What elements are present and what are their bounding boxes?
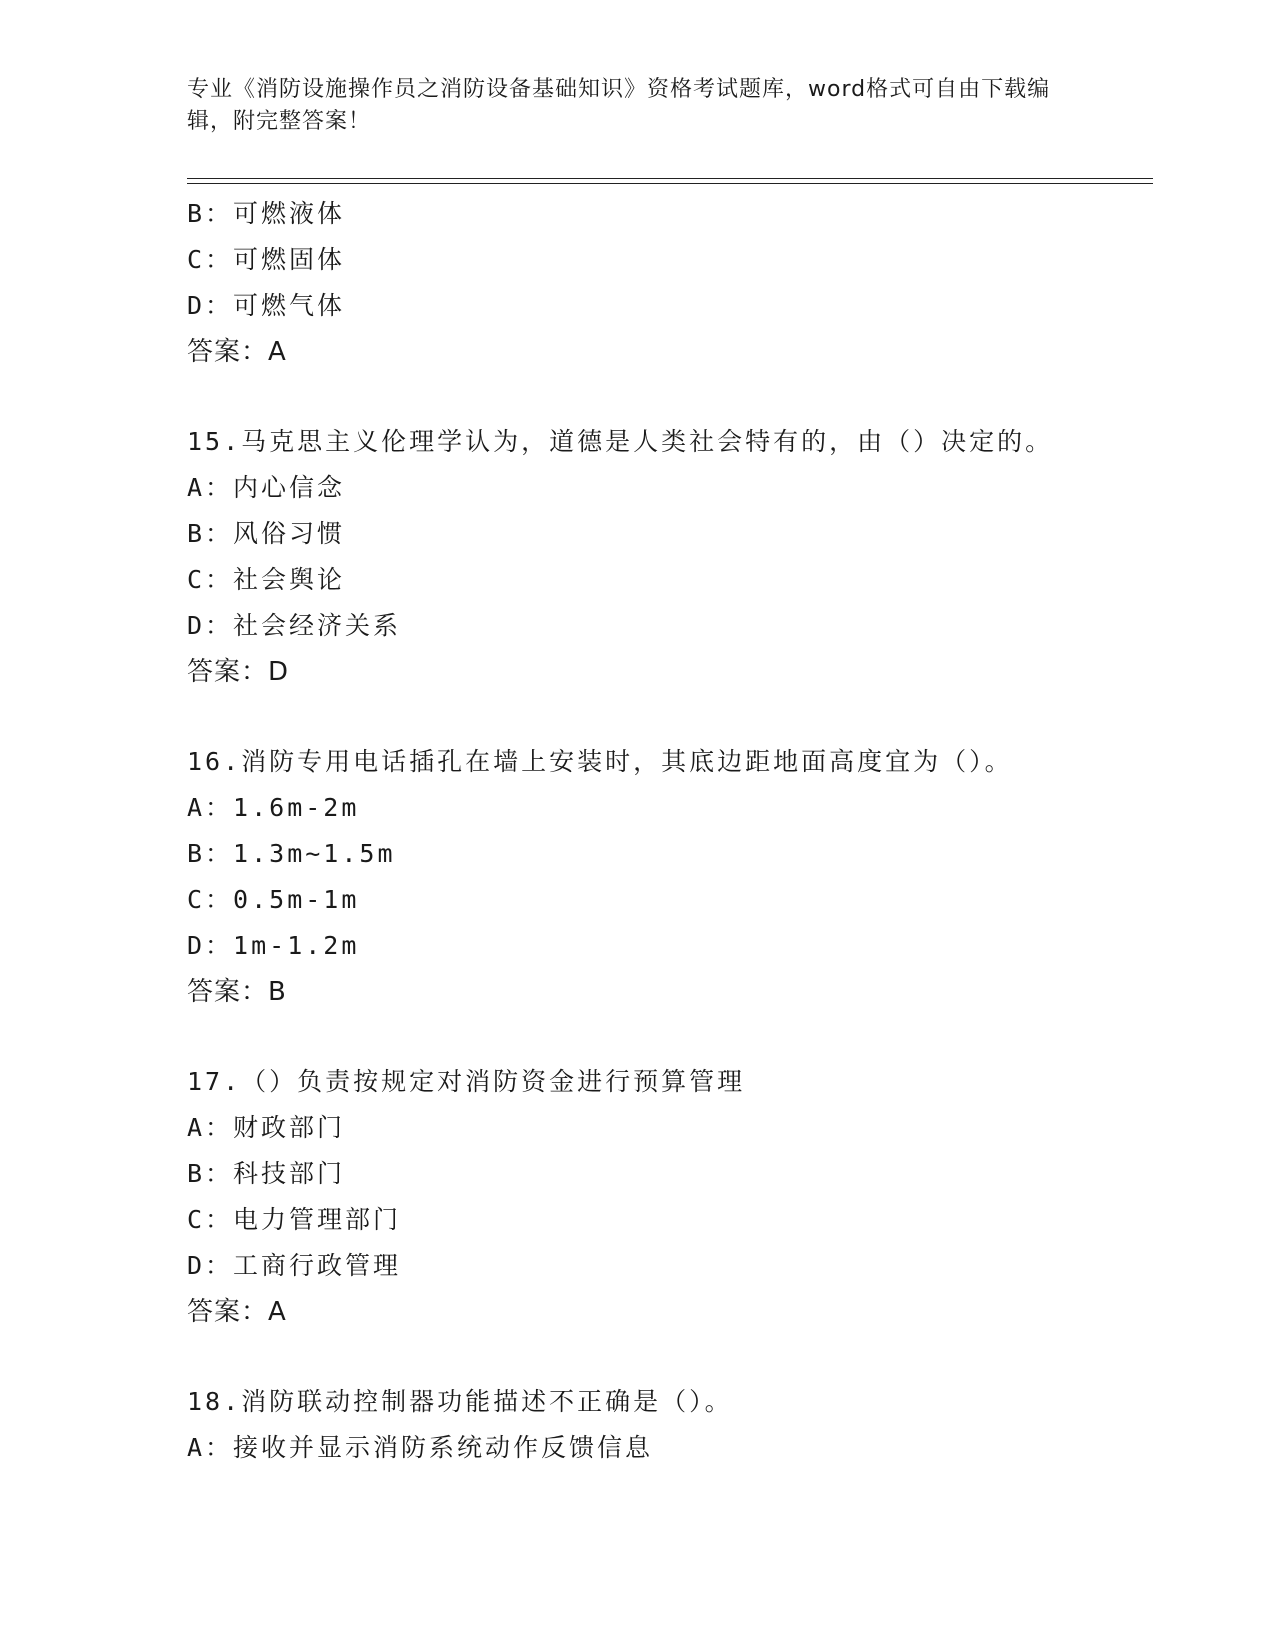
question-block-continued — [187, 191, 1153, 375]
spacer — [187, 1335, 1153, 1379]
question-stem: 17.（）负责按规定对消防资金进行预算管理 — [187, 1067, 746, 1096]
question-block-18 — [187, 1379, 1153, 1471]
header-divider-bottom — [187, 183, 1153, 184]
spacer — [187, 695, 1153, 739]
option-b: B：1.3m~1.5m — [187, 839, 396, 868]
option-a: A：内心信念 — [187, 473, 346, 502]
answer-line: 答案：D — [187, 657, 290, 687]
header-divider-top — [187, 178, 1153, 179]
question-stem: 16.消防专用电话插孔在墙上安装时，其底边距地面高度宜为（）。 — [187, 747, 1013, 776]
answer-line: 答案：A — [187, 1297, 287, 1327]
question-stem: 15.马克思主义伦理学认为，道德是人类社会特有的，由（）决定的。 — [187, 427, 1054, 456]
question-block-15 — [187, 419, 1153, 695]
option-d: D：1m-1.2m — [187, 931, 360, 960]
option-c: C：0.5m-1m — [187, 885, 360, 914]
option-a: A：接收并显示消防系统动作反馈信息 — [187, 1433, 654, 1462]
question-block-17 — [187, 1059, 1153, 1335]
option-d: D：工商行政管理 — [187, 1251, 402, 1280]
option-c: C：电力管理部门 — [187, 1205, 402, 1234]
option-d: D：可燃气体 — [187, 291, 346, 320]
option-c: C：可燃固体 — [187, 245, 346, 274]
answer-line: 答案：B — [187, 977, 287, 1007]
option-c: C：社会舆论 — [187, 565, 346, 594]
option-d: D：社会经济关系 — [187, 611, 402, 640]
option-b: B：科技部门 — [187, 1159, 346, 1188]
option-a: A：1.6m-2m — [187, 793, 360, 822]
spacer — [187, 1015, 1153, 1059]
spacer — [187, 375, 1153, 419]
question-block-16 — [187, 739, 1153, 1015]
option-b: B：风俗习惯 — [187, 519, 346, 548]
answer-line: 答案：A — [187, 337, 287, 367]
option-b: B：可燃液体 — [187, 199, 346, 228]
option-a: A：财政部门 — [187, 1113, 346, 1142]
question-stem: 18.消防联动控制器功能描述不正确是（）。 — [187, 1387, 733, 1416]
question-list — [187, 191, 1153, 1471]
document-header: 专业《消防设施操作员之消防设备基础知识》资格考试题库，word格式可自由下载编辑，附完整答案！ — [187, 77, 1051, 134]
